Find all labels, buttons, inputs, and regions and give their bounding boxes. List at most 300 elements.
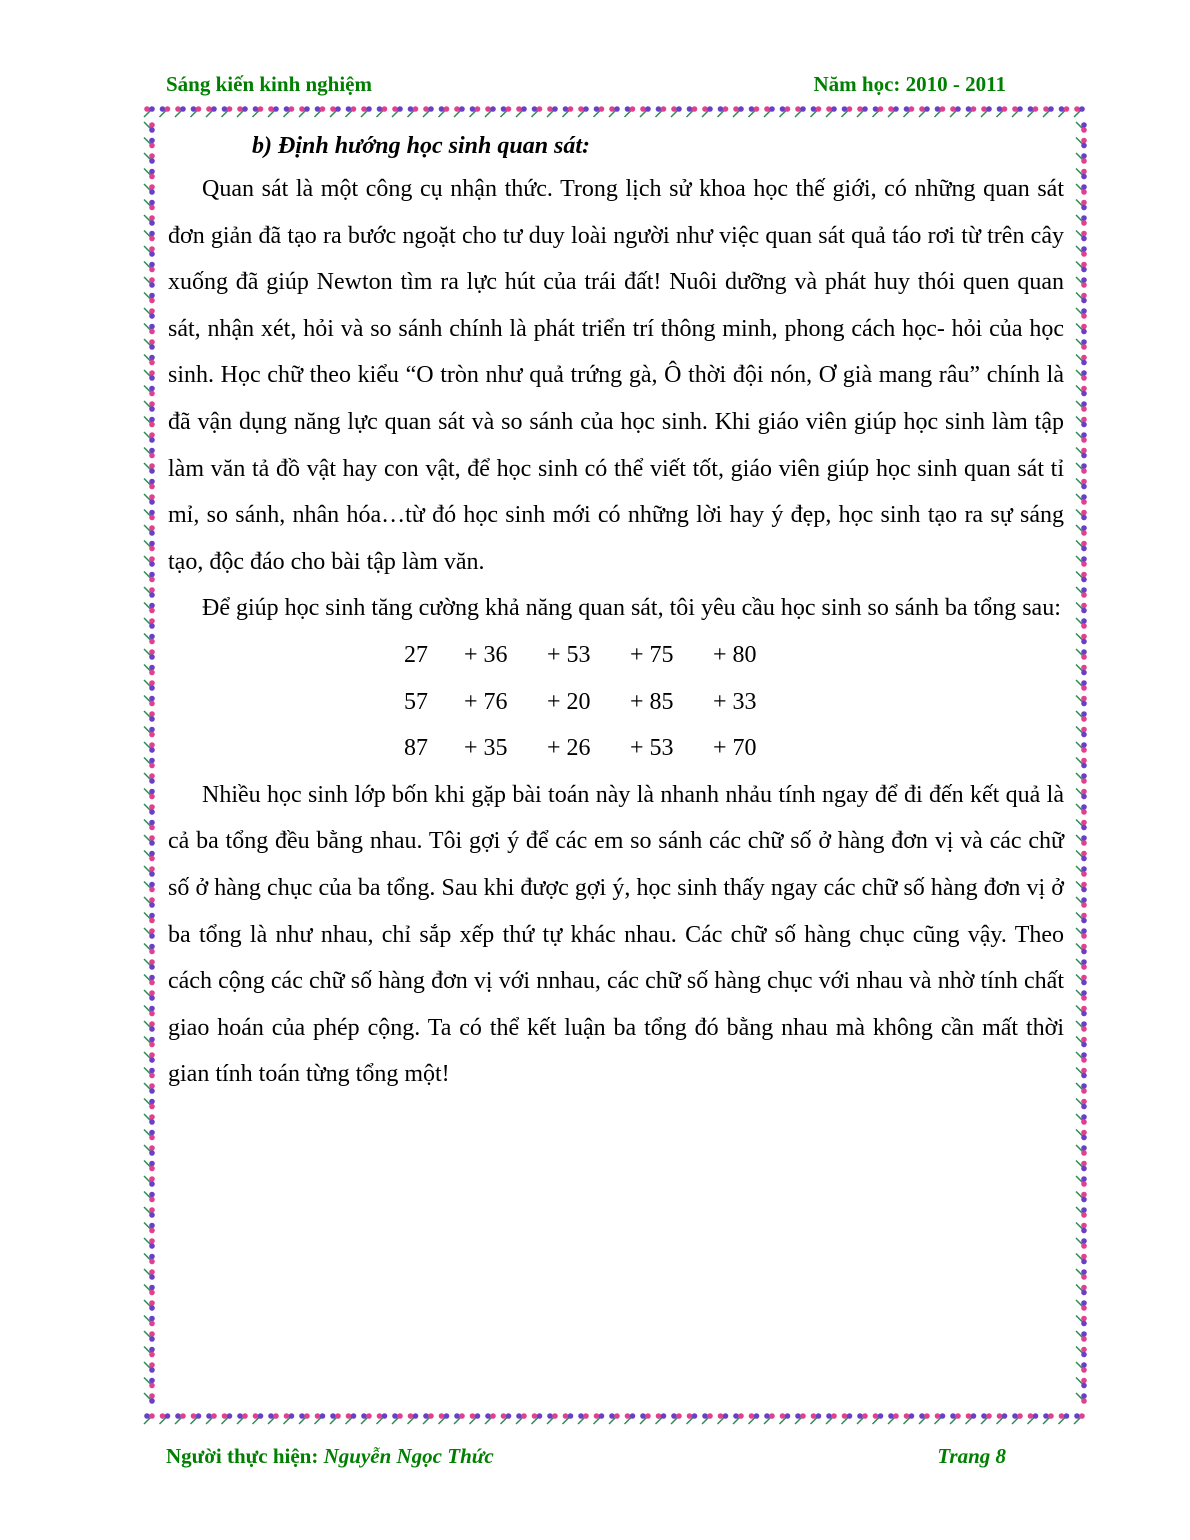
border-flower-icon [1076,1285,1087,1296]
border-flower-icon [144,1207,155,1218]
border-flower-icon [160,106,171,117]
border-flower-icon [144,1316,155,1327]
border-flower-icon [1076,1145,1087,1156]
border-flower-icon [284,106,295,117]
border-flower-icon [144,1285,155,1296]
border-flower-icon [144,1006,155,1017]
border-flower-icon [1076,432,1087,443]
border-flower-icon [144,184,155,195]
border-flower-icon [144,308,155,319]
border-flower-icon [144,572,155,583]
border-flower-icon [470,106,481,117]
border-flower-icon [1076,990,1087,1001]
border-flower-icon [144,1362,155,1373]
border-flower-icon [191,1413,202,1424]
border-flower-icon [888,1413,899,1424]
border-flower-icon [966,106,977,117]
border-flower-icon [1076,184,1087,195]
border-flower-icon [144,634,155,645]
border-flower-icon [392,106,403,117]
border-flower-icon [144,959,155,970]
border-flower-icon [160,1413,171,1424]
border-flower-icon [144,370,155,381]
border-flower-icon [1028,1413,1039,1424]
page-body [168,126,1064,1098]
border-flower-icon [144,727,155,738]
border-flower-icon [919,1413,930,1424]
border-flower-icon [997,106,1008,117]
border-flower-icon [144,944,155,955]
border-flower-icon [144,975,155,986]
border-flower-icon [144,649,155,660]
border-flower-icon [1076,1300,1087,1311]
paragraph-explanation: Nhiều học sinh lớp bốn khi gặp bài toán này là nhanh nhảu tính ngay để đi đến kết quả là cả ba tổng đều bằng nhau. Tôi gợi ý để các em so sánh các chữ số ở hàng đơn vị và các chữ số ở hàng chục của ba tổng. Sau khi được gợi ý, học sinh thấy ngay các chữ số hàng đơn vị ở ba tổng là như nhau, chỉ sắp xếp thứ tự khác nhau. Các chữ số hàng chục cũng vậy. Theo cách cộng các chữ số hàng đơn vị với nnhau, các chữ số hàng chục với nhau và nhờ tính chất giao hoán của phép cộng. Ta có thể kết luận ba tổng đó bằng nhau mà không cần mất thời gian tính toán từng tổng một! [168,781,1064,1088]
border-flower-icon [144,1300,155,1311]
border-flower-icon [144,386,155,397]
border-flower-icon [454,106,465,117]
border-flower-icon [1076,1269,1087,1280]
border-flower-icon [1076,1378,1087,1389]
decorative-border-left [140,103,158,1428]
border-flower-icon [1076,339,1087,350]
border-flower-icon [144,448,155,459]
border-flower-icon [1059,106,1070,117]
border-flower-icon [361,1413,372,1424]
border-flower-icon [811,1413,822,1424]
border-flower-icon [1076,479,1087,490]
border-flower-icon [1076,1254,1087,1265]
border-flower-icon [144,618,155,629]
border-flower-icon [1076,463,1087,474]
border-flower-icon [144,401,155,412]
border-flower-icon [144,851,155,862]
border-flower-icon [1076,665,1087,676]
border-flower-icon [144,928,155,939]
border-flower-icon [516,106,527,117]
decorative-border-right [1072,103,1090,1428]
border-flower-icon [144,1037,155,1048]
border-flower-icon [1076,572,1087,583]
header-title: Sáng kiến kinh nghiệm [166,72,373,96]
border-flower-icon [144,153,155,164]
sum-cell: + 53 [630,735,674,762]
border-flower-icon [1076,525,1087,536]
border-flower-icon [811,106,822,117]
sum-cell: + 70 [713,735,757,762]
border-flower-icon [687,106,698,117]
border-flower-icon [1076,169,1087,180]
border-flower-icon [144,277,155,288]
border-flower-icon [702,1413,713,1424]
border-flower-icon [594,106,605,117]
border-flower-icon [315,106,326,117]
border-flower-icon [1076,277,1087,288]
border-flower-icon [1076,355,1087,366]
sum-row [404,679,783,726]
border-flower-icon [625,1413,636,1424]
border-flower-icon [1076,1347,1087,1358]
border-flower-icon [144,742,155,753]
border-flower-icon [144,1176,155,1187]
border-flower-icon [175,1413,186,1424]
border-flower-icon [175,106,186,117]
border-flower-icon [144,1083,155,1094]
border-flower-icon [1076,1207,1087,1218]
border-flower-icon [377,1413,388,1424]
border-flower-icon [547,1413,558,1424]
border-flower-icon [253,1413,264,1424]
border-flower-icon [1076,1192,1087,1203]
border-flower-icon [144,525,155,536]
border-flower-icon [206,106,217,117]
footer-page-number: Trang 8 [937,1444,1006,1468]
border-flower-icon [563,1413,574,1424]
border-flower-icon [1012,1413,1023,1424]
border-flower-icon [144,494,155,505]
border-flower-icon [718,1413,729,1424]
border-flower-icon [1076,448,1087,459]
border-flower-icon [144,1130,155,1141]
border-flower-icon [144,587,155,598]
border-flower-icon [144,432,155,443]
border-flower-icon [144,1114,155,1125]
border-flower-icon [315,1413,326,1424]
section-heading: b) Định hướng học sinh quan sát: [252,133,591,159]
border-flower-icon [144,758,155,769]
border-flower-icon [408,106,419,117]
border-flower-icon [1076,1083,1087,1094]
border-flower-icon [1076,1331,1087,1342]
border-flower-icon [1076,510,1087,521]
border-flower-icon [1076,1099,1087,1110]
sum-cell: + 20 [547,688,591,715]
border-flower-icon [1076,696,1087,707]
border-flower-icon [423,1413,434,1424]
border-flower-icon [857,1413,868,1424]
border-flower-icon [454,1413,465,1424]
border-flower-icon [997,1413,1008,1424]
border-flower-icon [284,1413,295,1424]
border-flower-icon [1076,634,1087,645]
border-flower-icon [1076,293,1087,304]
border-flower-icon [144,1254,155,1265]
page-footer [166,1444,1006,1472]
border-flower-icon [1076,386,1087,397]
border-flower-icon [144,1238,155,1249]
decorative-border-bottom [140,1410,1090,1428]
border-flower-icon [361,106,372,117]
border-flower-icon [1059,1413,1070,1424]
border-flower-icon [671,1413,682,1424]
border-flower-icon [144,200,155,211]
border-flower-icon [1076,959,1087,970]
border-flower-icon [144,820,155,831]
header-school-year: Năm học: 2010 - 2011 [813,72,1006,96]
border-flower-icon [1076,618,1087,629]
border-flower-icon [1076,866,1087,877]
border-flower-icon [144,355,155,366]
border-flower-icon [702,106,713,117]
border-flower-icon [1076,556,1087,567]
border-flower-icon [1076,370,1087,381]
border-flower-icon [1076,1006,1087,1017]
border-flower-icon [144,990,155,1001]
border-flower-icon [1076,1130,1087,1141]
border-flower-icon [966,1413,977,1424]
border-flower-icon [1076,851,1087,862]
border-flower-icon [299,106,310,117]
border-flower-icon [1076,649,1087,660]
border-flower-icon [144,665,155,676]
sum-cell: + 85 [630,688,674,715]
border-flower-icon [749,1413,760,1424]
sum-cell: + 53 [547,641,591,668]
border-flower-icon [1076,215,1087,226]
border-flower-icon [656,1413,667,1424]
border-flower-icon [950,106,961,117]
border-flower-icon [144,556,155,567]
border-flower-icon [1076,1114,1087,1125]
border-flower-icon [1076,324,1087,335]
decorative-border-top [140,103,1090,121]
paragraph-task: Để giúp học sinh tăng cường khả năng quan sát, tôi yêu cầu học sinh so sánh ba tổng sau: [202,595,1061,622]
border-flower-icon [1076,1021,1087,1032]
border-flower-icon [656,106,667,117]
border-flower-icon [377,106,388,117]
border-flower-icon [842,106,853,117]
border-flower-icon [1076,246,1087,257]
border-flower-icon [795,1413,806,1424]
border-flower-icon [1076,773,1087,784]
border-flower-icon [687,1413,698,1424]
border-flower-icon [516,1413,527,1424]
border-flower-icon [330,1413,341,1424]
border-flower-icon [1076,1238,1087,1249]
border-flower-icon [764,1413,775,1424]
border-flower-icon [888,106,899,117]
border-flower-icon [144,510,155,521]
border-flower-icon [594,1413,605,1424]
sum-cell: + 36 [464,641,508,668]
sum-cell: + 35 [464,735,508,762]
sum-row [404,725,783,772]
border-flower-icon [1076,122,1087,133]
sum-cell: + 33 [713,688,757,715]
border-flower-icon [144,122,155,133]
border-flower-icon [144,835,155,846]
border-flower-icon [144,1161,155,1172]
border-flower-icon [144,293,155,304]
border-flower-icon [253,106,264,117]
border-flower-icon [1076,944,1087,955]
border-flower-icon [222,106,233,117]
border-flower-icon [485,106,496,117]
border-flower-icon [1028,106,1039,117]
border-flower-icon [206,1413,217,1424]
border-flower-icon [144,1192,155,1203]
sum-cell: + 26 [547,735,591,762]
border-flower-icon [1076,153,1087,164]
border-flower-icon [144,1099,155,1110]
border-flower-icon [609,106,620,117]
border-flower-icon [144,804,155,815]
border-flower-icon [144,324,155,335]
border-flower-icon [1076,913,1087,924]
border-flower-icon [470,1413,481,1424]
border-flower-icon [144,1068,155,1079]
border-flower-icon [144,603,155,614]
border-flower-icon [1076,1161,1087,1172]
border-flower-icon [1076,727,1087,738]
border-flower-icon [144,680,155,691]
border-flower-icon [1076,401,1087,412]
border-flower-icon [1076,1393,1087,1404]
sum-cell: 87 [404,735,428,762]
border-flower-icon [144,913,155,924]
border-flower-icon [439,1413,450,1424]
border-flower-icon [764,106,775,117]
border-flower-icon [144,246,155,257]
border-flower-icon [1076,711,1087,722]
footer-label: Người thực hiện: [166,1444,319,1468]
border-flower-icon [1076,1176,1087,1187]
border-flower-icon [563,106,574,117]
border-flower-icon [144,1021,155,1032]
border-flower-icon [191,106,202,117]
border-flower-icon [857,106,868,117]
border-flower-icon [780,106,791,117]
sum-cell: 57 [404,688,428,715]
border-flower-icon [935,106,946,117]
border-flower-icon [873,106,884,117]
border-flower-icon [1076,882,1087,893]
border-flower-icon [392,1413,403,1424]
border-flower-icon [981,1413,992,1424]
border-flower-icon [671,106,682,117]
border-flower-icon [950,1413,961,1424]
border-flower-icon [144,1393,155,1404]
border-flower-icon [826,1413,837,1424]
border-flower-icon [144,479,155,490]
sum-cell: + 76 [464,688,508,715]
border-flower-icon [144,231,155,242]
border-flower-icon [144,215,155,226]
border-flower-icon [1076,231,1087,242]
border-flower-icon [144,696,155,707]
border-flower-icon [237,106,248,117]
border-flower-icon [578,106,589,117]
sum-cell: + 75 [630,641,674,668]
border-flower-icon [144,138,155,149]
paragraph-observation: Quan sát là một công cụ nhận thức. Trong lịch sử khoa học thế giới, có những quan sát đơn giản đã tạo ra bước ngoặt cho tư duy loài người như việc quan sát quả táo rơi từ trên cây xuống đã giúp Newton tìm ra lực hút của trái đất! Nuôi dưỡng và phát huy thói quen quan sát, nhận xét, hỏi và so sánh chính là phát triển trí thông minh, phong cách học- hỏi của học sinh. Học chữ theo kiểu “O tròn như quả trứng gà, Ô thời đội nón, Ơ già mang râu” chính là đã vận dụng năng lực quan sát và so sánh của học sinh. Khi giáo viên giúp học sinh làm tập làm văn tả đồ vật hay con vật, để học sinh có thể viết tốt, giáo viên giúp học sinh quan sát tỉ mỉ, so sánh, nhân hóa…từ đó học sinh mới có những lời hay ý đẹp, học sinh tạo ra sự sáng tạo, độc đáo cho bài tập làm văn. [168,176,1064,575]
border-flower-icon [1076,494,1087,505]
border-flower-icon [1076,1037,1087,1048]
border-flower-icon [733,106,744,117]
border-flower-icon [1076,1052,1087,1063]
footer-author: Nguyễn Ngọc Thức [323,1444,494,1468]
border-flower-icon [826,106,837,117]
border-flower-icon [640,1413,651,1424]
border-flower-icon [1076,1068,1087,1079]
border-flower-icon [408,1413,419,1424]
sum-cell: + 80 [713,641,757,668]
border-flower-icon [532,106,543,117]
border-flower-icon [795,106,806,117]
border-flower-icon [144,773,155,784]
border-flower-icon [1076,308,1087,319]
border-flower-icon [144,541,155,552]
border-flower-icon [1043,106,1054,117]
border-flower-icon [144,1052,155,1063]
border-flower-icon [609,1413,620,1424]
border-flower-icon [1076,1223,1087,1234]
border-flower-icon [1076,680,1087,691]
border-flower-icon [904,106,915,117]
sums-table [404,632,783,772]
border-flower-icon [1076,1316,1087,1327]
border-flower-icon [935,1413,946,1424]
border-flower-icon [501,1413,512,1424]
border-flower-icon [144,262,155,273]
border-flower-icon [144,339,155,350]
border-flower-icon [144,789,155,800]
border-flower-icon [423,106,434,117]
sum-cell: 27 [404,641,428,668]
border-flower-icon [1076,804,1087,815]
border-flower-icon [501,106,512,117]
border-flower-icon [144,1145,155,1156]
border-flower-icon [1076,603,1087,614]
border-flower-icon [268,106,279,117]
border-flower-icon [1076,835,1087,846]
sum-row [404,632,783,679]
border-flower-icon [532,1413,543,1424]
border-flower-icon [144,882,155,893]
border-flower-icon [1076,262,1087,273]
border-flower-icon [1076,541,1087,552]
border-flower-icon [144,1347,155,1358]
border-flower-icon [330,106,341,117]
border-flower-icon [144,1331,155,1342]
border-flower-icon [144,1269,155,1280]
border-flower-icon [547,106,558,117]
border-flower-icon [919,106,930,117]
border-flower-icon [640,106,651,117]
border-flower-icon [981,106,992,117]
border-flower-icon [904,1413,915,1424]
border-flower-icon [268,1413,279,1424]
border-flower-icon [144,169,155,180]
border-flower-icon [346,1413,357,1424]
border-flower-icon [144,1378,155,1389]
border-flower-icon [144,897,155,908]
border-flower-icon [1012,106,1023,117]
border-flower-icon [733,1413,744,1424]
border-flower-icon [144,866,155,877]
border-flower-icon [625,106,636,117]
border-flower-icon [1076,200,1087,211]
border-flower-icon [222,1413,233,1424]
border-flower-icon [485,1413,496,1424]
border-flower-icon [1076,587,1087,598]
border-flower-icon [439,106,450,117]
page-header [166,72,1006,100]
border-flower-icon [749,106,760,117]
border-flower-icon [299,1413,310,1424]
border-flower-icon [1076,1362,1087,1373]
border-flower-icon [144,463,155,474]
border-flower-icon [578,1413,589,1424]
